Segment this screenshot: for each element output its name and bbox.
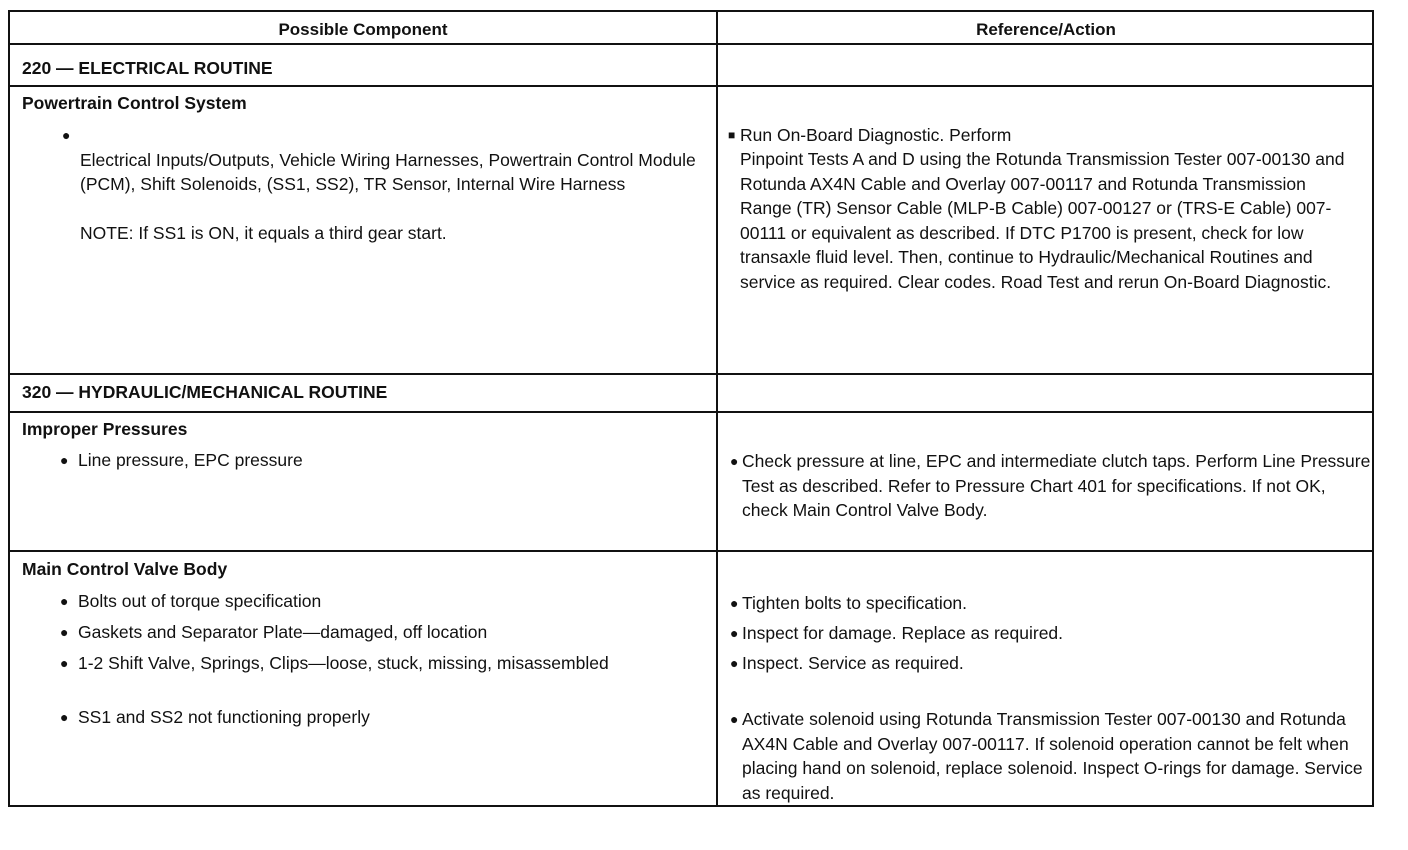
row-divider	[10, 411, 1372, 413]
component-text: Electrical Inputs/Outputs, Vehicle Wiring Harnesses, Powertrain Control Module (PCM), Shift Solenoids, (SS1, SS2), TR Sensor, Internal Wire Harness	[80, 149, 696, 194]
section-title-hydraulic: 320 — HYDRAULIC/MECHANICAL ROUTINE	[22, 382, 388, 402]
row-divider	[10, 85, 1372, 87]
action-item: ● Inspect. Service as required.	[730, 651, 1372, 676]
component-item	[62, 123, 720, 246]
row-divider	[10, 373, 1372, 375]
component-item: ● Gaskets and Separator Plate—damaged, off location	[60, 620, 718, 645]
action-text: Pinpoint Tests A and D using the Rotunda Transmission Tester 007-00130 and Rotunda AX4N Cable and Overlay 007-00117 and Rotunda Transmission Range (TR) Sensor Cable (MLP-B Cable) 007-00127 or (TRS-E Cable) 007-00111 or equivalent as described. If DTC P1700 is present, check for low transaxle fluid level. Then, continue to Hydraulic/Mechanical Routines and service as required. Clear codes. Road Test and rerun On-Board Diagnostic.	[740, 149, 1345, 292]
action-item	[728, 123, 1360, 148]
group-title-improper-pressures: Improper Pressures	[22, 419, 188, 439]
diagnosis-table	[8, 10, 1374, 807]
component-item: ● Line pressure, EPC pressure	[60, 448, 718, 473]
group-title-main-control-valve: Main Control Valve Body	[22, 559, 228, 579]
action-item: ● Inspect for damage. Replace as required.	[730, 621, 1372, 646]
action-item: ● Activate solenoid using Rotunda Transmission Tester 007-00130 and Rotunda AX4N Cable and Overlay 007-00117. If solenoid operation cannot be felt when placing hand on solenoid, replace solenoid. Inspect O-rings for damage. Service as required.	[730, 707, 1372, 805]
column-header-action: Reference/Action	[976, 20, 1116, 39]
group-title-powertrain: Powertrain Control System	[22, 93, 247, 113]
component-item: ● Bolts out of torque specification	[60, 589, 718, 614]
component-note: NOTE: If SS1 is ON, it equals a third gear start.	[80, 223, 447, 243]
action-item: ● Check pressure at line, EPC and intermediate clutch taps. Perform Line Pressure Test as described. Refer to Pressure Chart 401 for specifications. If not OK, check Main Control Valve Body.	[730, 449, 1372, 523]
column-header-component: Possible Component	[278, 20, 448, 39]
section-title-electrical: 220 — ELECTRICAL ROUTINE	[22, 58, 273, 78]
component-item: ● SS1 and SS2 not functioning properly	[60, 705, 718, 730]
action-first-line: Run On-Board Diagnostic. Perform	[740, 125, 1012, 145]
action-item: ● Tighten bolts to specification.	[730, 591, 1372, 616]
component-item: ● 1-2 Shift Valve, Springs, Clips—loose, stuck, missing, misassembled	[60, 651, 638, 676]
header-divider	[10, 43, 1372, 45]
row-divider	[10, 550, 1372, 552]
